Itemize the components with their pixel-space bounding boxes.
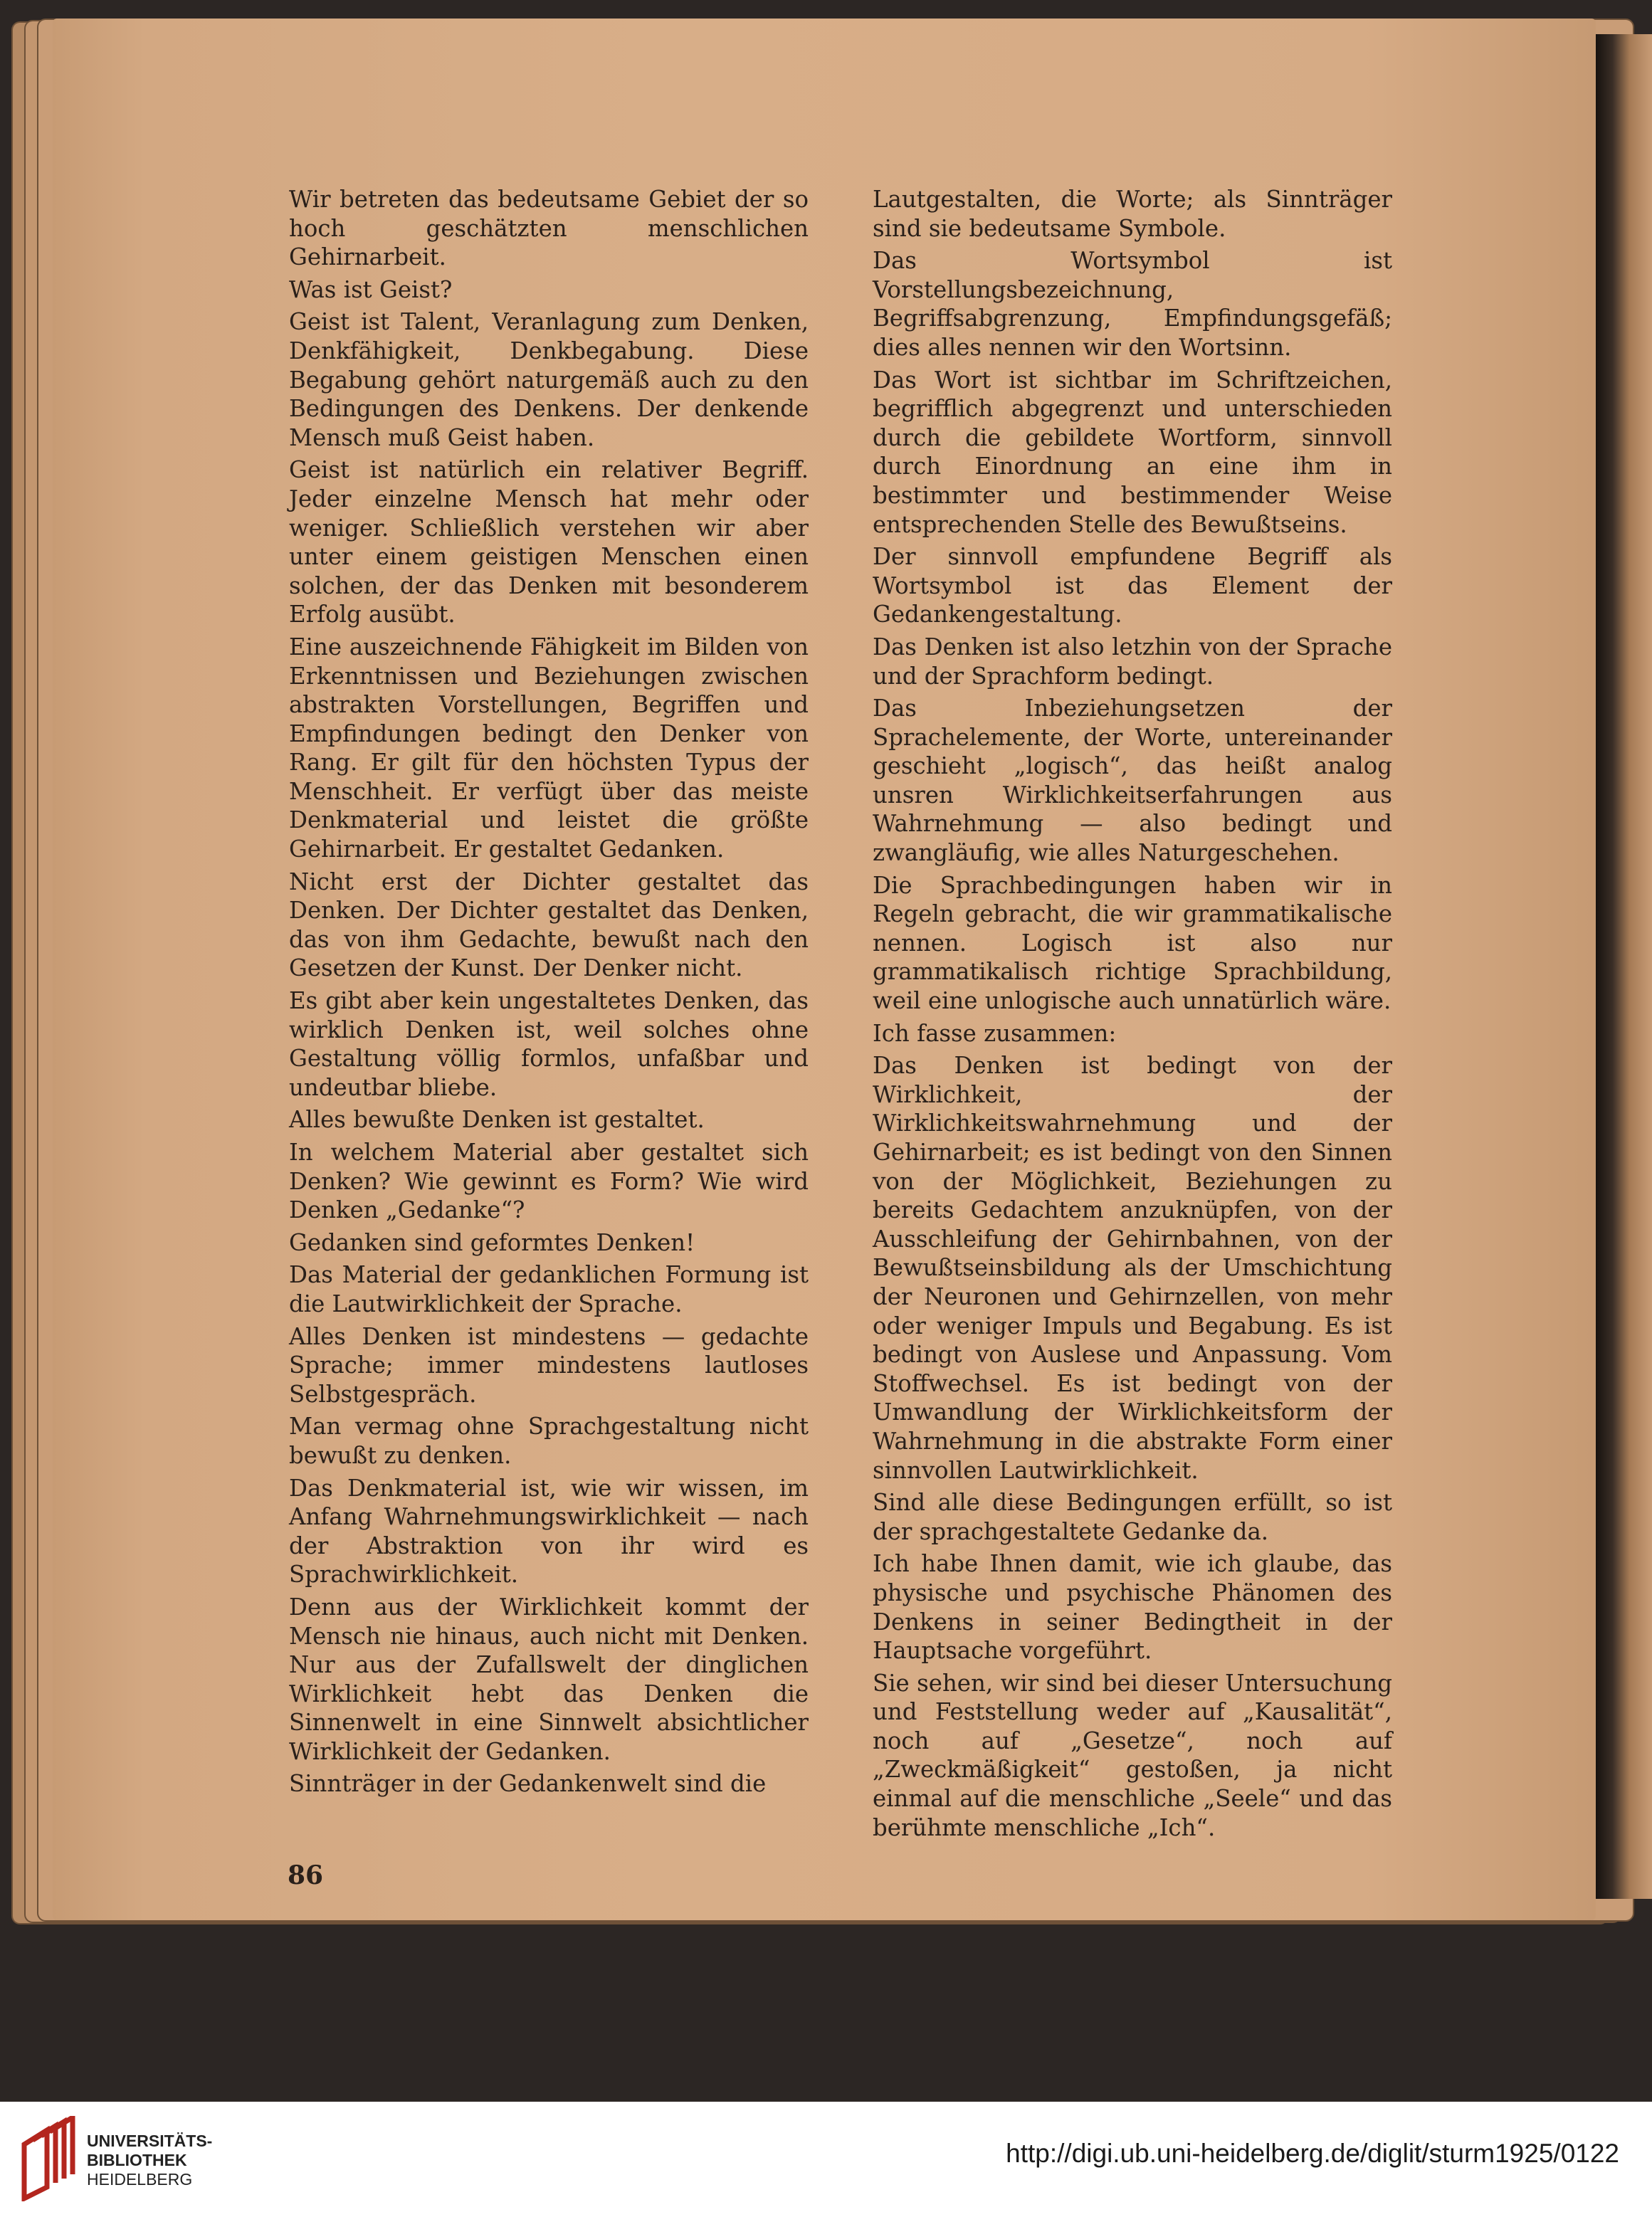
paragraph: Denn aus der Wirklichkeit kommt der Mensch nie hinaus, auch nicht mit Denken. Nur aus der Zufallswelt der dinglichen Wirklichkeit hebt das Denken die Sinnenwelt in eine Sinnwelt absichtlicher Wirklichkeit der Gedanken. bbox=[289, 1593, 809, 1765]
paragraph: Das Denken ist bedingt von der Wirklichkeit, der Wirklichkeitswahrnehmung und der Gehirnarbeit; es ist bedingt von den Sinnen von der Möglichkeit, Beziehungen zu bereits Gedachtem anzuknüpfen, von der Ausschleifung der Gehirnbahnen, von der Bewußtseinsbildung als der Umschichtung der Neuronen und Gehirnzellen, von mehr oder weniger Impuls und Begabung. Es ist bedingt von Auslese und Anpassung. Vom Stoffwechsel. Es ist bedingt von der Umwandlung der Wirklichkeitsform der Wahrnehmung in die abstrakte Form einer sinnvollen Lautwirklichkeit. bbox=[873, 1052, 1392, 1484]
paragraph: Gedanken sind geformtes Denken! bbox=[289, 1228, 695, 1256]
paragraph: Man vermag ohne Sprachgestaltung nicht bewußt zu denken. bbox=[289, 1413, 809, 1469]
logo-line: HEIDELBERG bbox=[87, 2170, 193, 2189]
paragraph: Alles Denken ist mindestens — gedachte Sprache; immer mindestens lautloses Selbstgespräch. bbox=[289, 1322, 809, 1408]
paragraph: Nicht erst der Dichter gestaltet das Denken. Der Dichter gestaltet das Denken, das von ihm Gedachte, bewußt nach den Gesetzen der Kunst. Der Denker nicht. bbox=[289, 868, 809, 982]
paragraph: Lautgestalten, die Worte; als Sinnträger sind sie bedeutsame Symbole. bbox=[873, 186, 1392, 242]
paragraph: Wir betreten das bedeutsame Gebiet der so hoch geschätzten menschlichen Gehirnarbeit. bbox=[289, 186, 809, 271]
paragraph: Sie sehen, wir sind bei dieser Untersuchung und Feststellung weder auf „Kausalität“, noch auf „Gesetze“, noch auf „Zweckmäßigkeit“ gestoßen, ja nicht einmal auf die menschliche „Seele“ und das berühmte menschliche „Ich“. bbox=[873, 1669, 1392, 1841]
paragraph: Die Sprachbedingungen haben wir in Regeln gebracht, die wir grammatikalische nennen. Logisch ist also nur grammatikalisch richtige Sprachbildung, weil eine unlogische auch unnatürlich wäre. bbox=[873, 871, 1392, 1015]
logo-line: BIBLIOTHEK bbox=[87, 2151, 187, 2169]
paragraph: Das Denkmaterial ist, wie wir wissen, im Anfang Wahrnehmungswirklichkeit — nach der Abstraktion von ihr wird es Sprachwirklichkeit. bbox=[289, 1474, 809, 1589]
paragraph: Es gibt aber kein ungestaltetes Denken, das wirklich Denken ist, weil solches ohne Gestaltung völlig formlos, unfaßbar und undeutbar bliebe. bbox=[289, 987, 809, 1101]
paragraph: Ich fasse zusammen: bbox=[873, 1019, 1117, 1047]
right-text-column bbox=[873, 185, 1392, 1845]
page-number: 86 bbox=[288, 1860, 324, 1890]
paragraph: Das Wort ist sichtbar im Schriftzeichen, begrifflich abgegrenzt und unterschieden durch die gebildete Wortform, sinnvoll durch Einordnung an eine ihm in bestimmter und bestimmender Weise entsprechenden Stelle des Bewußtseins. bbox=[873, 366, 1392, 538]
left-text-column bbox=[289, 185, 809, 1802]
paragraph: Alles bewußte Denken ist gestaltet. bbox=[289, 1106, 705, 1134]
paragraph: Geist ist natürlich ein relativer Begriff. Jeder einzelne Mensch hat mehr oder weniger. Schließlich verstehen wir aber unter einem geistigen Menschen einen solchen, der das Denken mit besonderem Erfolg ausübt. bbox=[289, 456, 809, 628]
library-logo-text bbox=[87, 2132, 212, 2189]
paragraph: Das Inbeziehungsetzen der Sprachelemente, der Worte, untereinander geschieht „logisch“, das heißt analog unsren Wirklichkeitserfahrungen aus Wahrnehmung — also bedingt und zwangläufig, wie alles Naturgeschehen. bbox=[873, 695, 1392, 867]
permalink-url[interactable]: http://digi.ub.uni-heidelberg.de/diglit/sturm1925/0122 bbox=[1006, 2139, 1619, 2168]
paragraph: Sinnträger in der Gedankenwelt sind die bbox=[289, 1770, 767, 1798]
paragraph: Sind alle diese Bedingungen erfüllt, so ist der sprachgestaltete Gedanke da. bbox=[873, 1489, 1392, 1545]
paragraph: Was ist Geist? bbox=[289, 275, 453, 303]
logo-line: UNIVERSITÄTS- bbox=[87, 2132, 213, 2150]
paragraph: Geist ist Talent, Veranlagung zum Denken, Denkfähigkeit, Denkbegabung. Diese Begabung gehört naturgemäß auch zu den Bedingungen des Denkens. Der denkende Mensch muß Geist haben. bbox=[289, 308, 809, 451]
paragraph: Das Wortsymbol ist Vorstellungsbezeichnung, Begriffsabgrenzung, Empfindungsgefäß; dies alles nennen wir den Wortsinn. bbox=[873, 247, 1392, 361]
library-footer bbox=[0, 2102, 1652, 2217]
paragraph: Der sinnvoll empfundene Begriff als Wortsymbol ist das Element der Gedankengestaltung. bbox=[873, 543, 1392, 628]
paragraph: In welchem Material aber gestaltet sich Denken? Wie gewinnt es Form? Wie wird Denken „Gedanke“? bbox=[289, 1139, 809, 1224]
paragraph: Eine auszeichnende Fähigkeit im Bilden von Erkenntnissen und Beziehungen zwischen abstrakten Vorstellungen, Begriffen und Empfindungen bedingt den Denker von Rang. Er gilt für den höchsten Typus der Menschheit. Er verfügt über das meiste Denkmaterial und leistet die größte Gehirnarbeit. Er gestaltet Gedanken. bbox=[289, 633, 809, 863]
paragraph: Das Denken ist also letzhin von der Sprache und der Sprachform bedingt. bbox=[873, 633, 1392, 690]
paragraph: Das Material der gedanklichen Formung ist die Lautwirklichkeit der Sprache. bbox=[289, 1261, 809, 1317]
book-gutter bbox=[1596, 34, 1652, 1899]
paragraph: Ich habe Ihnen damit, wie ich glaube, das physische und psychische Phänomen des Denkens in seiner Bedingtheit in der Hauptsache vorgeführt. bbox=[873, 1550, 1392, 1665]
library-logo-icon bbox=[19, 2116, 77, 2201]
